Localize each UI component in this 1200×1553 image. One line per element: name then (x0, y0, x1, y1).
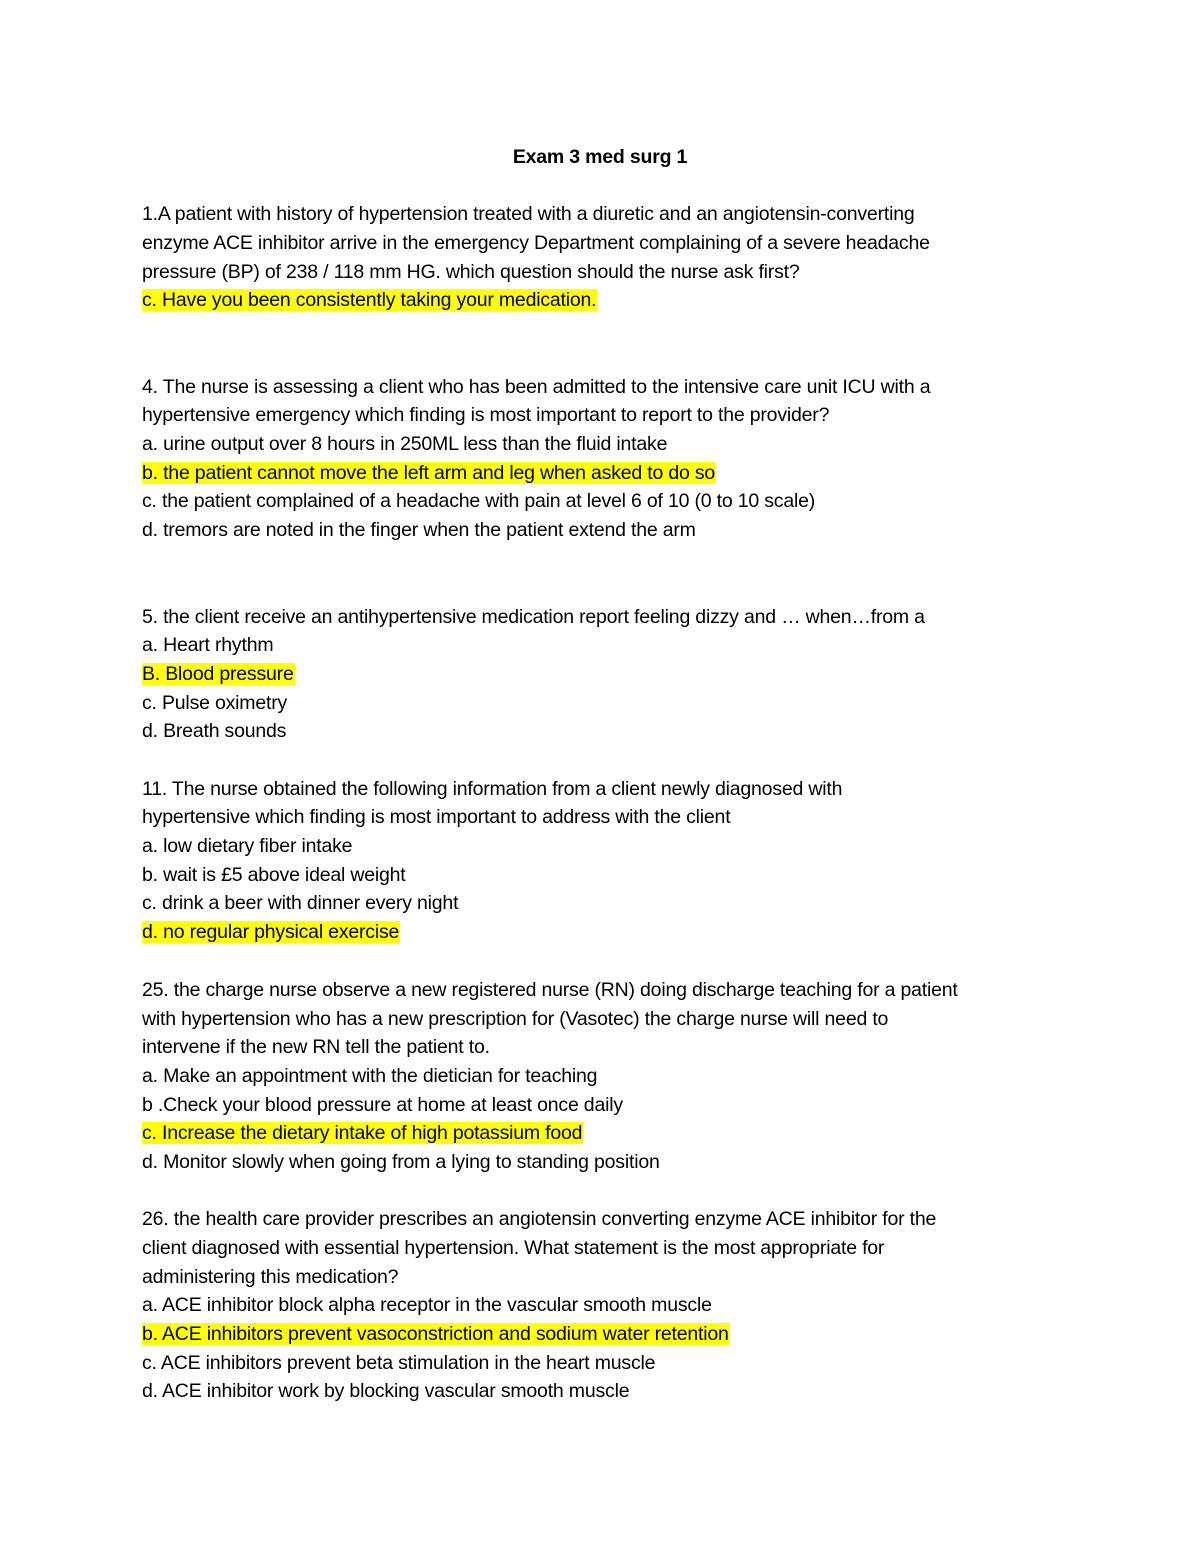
q1-stem-line-2: enzyme ACE inhibitor arrive in the emergency Department complaining of a severe headache (142, 232, 930, 254)
q26-stem-line-3: administering this medication? (142, 1266, 399, 1288)
q11-option-b: b. wait is £5 above ideal weight (142, 864, 406, 886)
q25-option-d: d. Monitor slowly when going from a lying to standing position (142, 1151, 660, 1173)
q4-option-d: d. tremors are noted in the finger when the patient extend the arm (142, 519, 696, 541)
q25-option-b: b .Check your blood pressure at home at least once daily (142, 1094, 623, 1116)
q26-stem-line-1: 26. the health care provider prescribes an angiotensin converting enzyme ACE inhibitor for the (142, 1208, 937, 1230)
q5-option-c: c. Pulse oximetry (142, 692, 288, 714)
q26-option-b-line (142, 1320, 730, 1349)
q26-option-a: a. ACE inhibitor block alpha receptor in the vascular smooth muscle (142, 1294, 712, 1316)
q4-option-a: a. urine output over 8 hours in 250ML less than the fluid intake (142, 433, 668, 455)
q5-option-d: d. Breath sounds (142, 720, 287, 742)
q4-option-b-line (142, 459, 716, 488)
q11-stem-line-1: 11. The nurse obtained the following information from a client newly diagnosed with (142, 778, 843, 800)
q25-stem-line-3: intervene if the new RN tell the patient to. (142, 1036, 490, 1058)
q25-highlighted-answer: c. Increase the dietary intake of high potassium food (142, 1122, 583, 1144)
q1-answer-line (142, 286, 597, 315)
q5-highlighted-answer: B. Blood pressure (142, 663, 294, 685)
q1-stem-line-1: 1.A patient with history of hypertension treated with a diuretic and an angiotensin-converting (142, 203, 915, 225)
q26-highlighted-answer: b. ACE inhibitors prevent vasoconstriction and sodium water retention (142, 1323, 729, 1345)
q5-option-a: a. Heart rhythm (142, 634, 274, 656)
q11-option-d-line (142, 918, 400, 947)
q11-highlighted-answer: d. no regular physical exercise (142, 921, 400, 943)
q5-option-b-line (142, 660, 295, 689)
q26-option-d: d. ACE inhibitor work by blocking vascular smooth muscle (142, 1380, 630, 1402)
q25-stem-line-2: with hypertension who has a new prescription for (Vasotec) the charge nurse will need to (142, 1008, 889, 1030)
q26-stem-line-2: client diagnosed with essential hypertension. What statement is the most appropriate for (142, 1237, 885, 1259)
q25-option-a: a. Make an appointment with the dietician for teaching (142, 1065, 598, 1087)
q11-option-c: c. drink a beer with dinner every night (142, 892, 459, 914)
q4-stem-line-2: hypertensive emergency which finding is most important to report to the provider? (142, 404, 830, 426)
q11-stem-line-2: hypertensive which finding is most important to address with the client (142, 806, 731, 828)
q26-option-c: c. ACE inhibitors prevent beta stimulation in the heart muscle (142, 1352, 656, 1374)
q11-option-a: a. low dietary fiber intake (142, 835, 353, 857)
q1-highlighted-answer: c. Have you been consistently taking your medication. (142, 289, 597, 311)
q25-option-c-line (142, 1119, 583, 1148)
q4-option-c: c. the patient complained of a headache with pain at level 6 of 10 (0 to 10 scale) (142, 490, 816, 512)
q4-stem-line-1: 4. The nurse is assessing a client who has been admitted to the intensive care unit ICU with a (142, 376, 931, 398)
q25-stem-line-1: 25. the charge nurse observe a new registered nurse (RN) doing discharge teaching for a patient (142, 979, 958, 1001)
document-title: Exam 3 med surg 1 (512, 146, 688, 168)
q4-highlighted-answer: b. the patient cannot move the left arm and leg when asked to do so (142, 462, 716, 484)
q5-stem-line-1: 5. the client receive an antihypertensive medication report feeling dizzy and … when…from a (142, 606, 925, 628)
q1-stem-line-3: pressure (BP) of 238 / 118 mm HG. which question should the nurse ask first? (142, 261, 800, 283)
